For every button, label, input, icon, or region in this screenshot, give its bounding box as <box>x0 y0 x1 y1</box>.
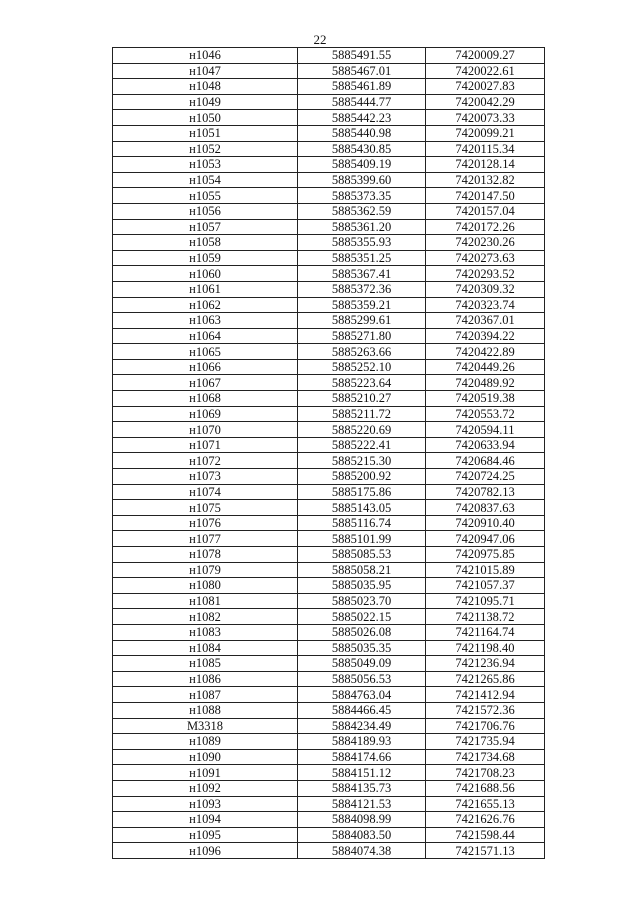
x-coordinate-cell: 5885175.86 <box>298 484 426 500</box>
table-row <box>113 219 545 235</box>
x-coordinate-cell: 5884189.93 <box>298 734 426 750</box>
y-coordinate-cell: 7420633.94 <box>426 437 545 453</box>
point-id-cell: н1077 <box>113 531 298 547</box>
x-coordinate-cell: 5885035.35 <box>298 640 426 656</box>
x-coordinate-cell: 5885211.72 <box>298 406 426 422</box>
table-row <box>113 203 545 219</box>
x-coordinate-cell: 5885491.55 <box>298 48 426 64</box>
y-coordinate-cell: 7420099.21 <box>426 125 545 141</box>
y-coordinate-cell: 7420309.32 <box>426 281 545 297</box>
point-id-cell: н1089 <box>113 734 298 750</box>
table-row <box>113 624 545 640</box>
table-row <box>113 250 545 266</box>
table-row <box>113 578 545 594</box>
y-coordinate-cell: 7421734.68 <box>426 749 545 765</box>
y-coordinate-cell: 7420147.50 <box>426 188 545 204</box>
point-id-cell: н1049 <box>113 94 298 110</box>
y-coordinate-cell: 7421688.56 <box>426 780 545 796</box>
x-coordinate-cell: 5885430.85 <box>298 141 426 157</box>
table-row <box>113 437 545 453</box>
point-id-cell: н1064 <box>113 328 298 344</box>
y-coordinate-cell: 7420422.89 <box>426 344 545 360</box>
x-coordinate-cell: 5885252.10 <box>298 359 426 375</box>
x-coordinate-cell: 5885444.77 <box>298 94 426 110</box>
table-row <box>113 281 545 297</box>
x-coordinate-cell: 5885461.89 <box>298 79 426 95</box>
x-coordinate-cell: 5884083.50 <box>298 827 426 843</box>
table-row <box>113 422 545 438</box>
table-row <box>113 671 545 687</box>
x-coordinate-cell: 5885056.53 <box>298 671 426 687</box>
table-row <box>113 297 545 313</box>
point-id-cell: М3318 <box>113 718 298 734</box>
x-coordinate-cell: 5885223.64 <box>298 375 426 391</box>
x-coordinate-cell: 5885058.21 <box>298 562 426 578</box>
y-coordinate-cell: 7421198.40 <box>426 640 545 656</box>
table-row <box>113 656 545 672</box>
x-coordinate-cell: 5885359.21 <box>298 297 426 313</box>
table-row <box>113 235 545 251</box>
y-coordinate-cell: 7420975.85 <box>426 547 545 563</box>
point-id-cell: н1069 <box>113 406 298 422</box>
point-id-cell: н1093 <box>113 796 298 812</box>
x-coordinate-cell: 5885035.95 <box>298 578 426 594</box>
x-coordinate-cell: 5885467.01 <box>298 63 426 79</box>
y-coordinate-cell: 7421735.94 <box>426 734 545 750</box>
table-row <box>113 172 545 188</box>
table-row <box>113 796 545 812</box>
point-id-cell: н1078 <box>113 547 298 563</box>
x-coordinate-cell: 5885210.27 <box>298 391 426 407</box>
y-coordinate-cell: 7420323.74 <box>426 297 545 313</box>
x-coordinate-cell: 5885222.41 <box>298 437 426 453</box>
table-row <box>113 359 545 375</box>
y-coordinate-cell: 7420009.27 <box>426 48 545 64</box>
y-coordinate-cell: 7420837.63 <box>426 500 545 516</box>
x-coordinate-cell: 5884151.12 <box>298 765 426 781</box>
y-coordinate-cell: 7421164.74 <box>426 624 545 640</box>
y-coordinate-cell: 7420724.25 <box>426 469 545 485</box>
point-id-cell: н1059 <box>113 250 298 266</box>
y-coordinate-cell: 7420230.26 <box>426 235 545 251</box>
y-coordinate-cell: 7421057.37 <box>426 578 545 594</box>
point-id-cell: н1056 <box>113 203 298 219</box>
point-id-cell: н1057 <box>113 219 298 235</box>
table-row <box>113 469 545 485</box>
x-coordinate-cell: 5884174.66 <box>298 749 426 765</box>
x-coordinate-cell: 5885399.60 <box>298 172 426 188</box>
table-row <box>113 125 545 141</box>
y-coordinate-cell: 7420027.83 <box>426 79 545 95</box>
point-id-cell: н1074 <box>113 484 298 500</box>
x-coordinate-cell: 5885023.70 <box>298 593 426 609</box>
table-row <box>113 515 545 531</box>
table-row <box>113 344 545 360</box>
table-row <box>113 500 545 516</box>
table-row <box>113 484 545 500</box>
table-row <box>113 687 545 703</box>
table-row <box>113 640 545 656</box>
x-coordinate-cell: 5885022.15 <box>298 609 426 625</box>
point-id-cell: н1054 <box>113 172 298 188</box>
table-row <box>113 827 545 843</box>
x-coordinate-cell: 5884121.53 <box>298 796 426 812</box>
y-coordinate-cell: 7420947.06 <box>426 531 545 547</box>
point-id-cell: н1073 <box>113 469 298 485</box>
y-coordinate-cell: 7420172.26 <box>426 219 545 235</box>
x-coordinate-cell: 5885362.59 <box>298 203 426 219</box>
table-row <box>113 562 545 578</box>
point-id-cell: н1085 <box>113 656 298 672</box>
point-id-cell: н1087 <box>113 687 298 703</box>
table-row <box>113 79 545 95</box>
table-row <box>113 734 545 750</box>
point-id-cell: н1066 <box>113 359 298 375</box>
table-row <box>113 702 545 718</box>
table-row <box>113 531 545 547</box>
x-coordinate-cell: 5885220.69 <box>298 422 426 438</box>
y-coordinate-cell: 7420367.01 <box>426 313 545 329</box>
y-coordinate-cell: 7421095.71 <box>426 593 545 609</box>
y-coordinate-cell: 7420394.22 <box>426 328 545 344</box>
point-id-cell: н1055 <box>113 188 298 204</box>
x-coordinate-cell: 5885271.80 <box>298 328 426 344</box>
y-coordinate-cell: 7420073.33 <box>426 110 545 126</box>
point-id-cell: н1083 <box>113 624 298 640</box>
y-coordinate-cell: 7420910.40 <box>426 515 545 531</box>
coordinates-table <box>112 47 545 859</box>
point-id-cell: н1071 <box>113 437 298 453</box>
y-coordinate-cell: 7421138.72 <box>426 609 545 625</box>
y-coordinate-cell: 7421655.13 <box>426 796 545 812</box>
point-id-cell: н1058 <box>113 235 298 251</box>
table-row <box>113 406 545 422</box>
point-id-cell: н1050 <box>113 110 298 126</box>
table-row <box>113 453 545 469</box>
point-id-cell: н1080 <box>113 578 298 594</box>
y-coordinate-cell: 7420449.26 <box>426 359 545 375</box>
page-number: 22 <box>313 32 327 47</box>
y-coordinate-cell: 7420684.46 <box>426 453 545 469</box>
point-id-cell: н1094 <box>113 812 298 828</box>
point-id-cell: н1052 <box>113 141 298 157</box>
x-coordinate-cell: 5884074.38 <box>298 843 426 859</box>
table-row <box>113 593 545 609</box>
table-row <box>113 547 545 563</box>
table-row <box>113 749 545 765</box>
point-id-cell: н1068 <box>113 391 298 407</box>
table-row <box>113 843 545 859</box>
table-row <box>113 780 545 796</box>
y-coordinate-cell: 7421015.89 <box>426 562 545 578</box>
y-coordinate-cell: 7421412.94 <box>426 687 545 703</box>
x-coordinate-cell: 5885101.99 <box>298 531 426 547</box>
table-row <box>113 812 545 828</box>
table-row <box>113 266 545 282</box>
x-coordinate-cell: 5885299.61 <box>298 313 426 329</box>
x-coordinate-cell: 5885085.53 <box>298 547 426 563</box>
point-id-cell: н1070 <box>113 422 298 438</box>
table-row <box>113 313 545 329</box>
table-row <box>113 188 545 204</box>
y-coordinate-cell: 7421598.44 <box>426 827 545 843</box>
y-coordinate-cell: 7420115.34 <box>426 141 545 157</box>
point-id-cell: н1082 <box>113 609 298 625</box>
x-coordinate-cell: 5884098.99 <box>298 812 426 828</box>
table-row <box>113 391 545 407</box>
table-row <box>113 63 545 79</box>
point-id-cell: н1065 <box>113 344 298 360</box>
point-id-cell: н1051 <box>113 125 298 141</box>
y-coordinate-cell: 7421626.76 <box>426 812 545 828</box>
table-row <box>113 765 545 781</box>
x-coordinate-cell: 5885026.08 <box>298 624 426 640</box>
x-coordinate-cell: 5885409.19 <box>298 157 426 173</box>
x-coordinate-cell: 5885263.66 <box>298 344 426 360</box>
x-coordinate-cell: 5884763.04 <box>298 687 426 703</box>
table-row <box>113 48 545 64</box>
x-coordinate-cell: 5885373.35 <box>298 188 426 204</box>
table-row <box>113 157 545 173</box>
point-id-cell: н1086 <box>113 671 298 687</box>
y-coordinate-cell: 7420293.52 <box>426 266 545 282</box>
point-id-cell: н1047 <box>113 63 298 79</box>
x-coordinate-cell: 5885215.30 <box>298 453 426 469</box>
point-id-cell: н1061 <box>113 281 298 297</box>
table-row <box>113 609 545 625</box>
point-id-cell: н1062 <box>113 297 298 313</box>
table-row <box>113 94 545 110</box>
y-coordinate-cell: 7421572.36 <box>426 702 545 718</box>
point-id-cell: н1048 <box>113 79 298 95</box>
y-coordinate-cell: 7420157.04 <box>426 203 545 219</box>
point-id-cell: н1096 <box>113 843 298 859</box>
table-row <box>113 110 545 126</box>
y-coordinate-cell: 7421708.23 <box>426 765 545 781</box>
coordinates-table-body <box>113 48 545 859</box>
point-id-cell: н1084 <box>113 640 298 656</box>
y-coordinate-cell: 7420132.82 <box>426 172 545 188</box>
x-coordinate-cell: 5884466.45 <box>298 702 426 718</box>
point-id-cell: н1067 <box>113 375 298 391</box>
y-coordinate-cell: 7420022.61 <box>426 63 545 79</box>
point-id-cell: н1090 <box>113 749 298 765</box>
point-id-cell: н1092 <box>113 780 298 796</box>
point-id-cell: н1060 <box>113 266 298 282</box>
point-id-cell: н1075 <box>113 500 298 516</box>
y-coordinate-cell: 7420273.63 <box>426 250 545 266</box>
y-coordinate-cell: 7420489.92 <box>426 375 545 391</box>
y-coordinate-cell: 7421706.76 <box>426 718 545 734</box>
point-id-cell: н1091 <box>113 765 298 781</box>
point-id-cell: н1081 <box>113 593 298 609</box>
x-coordinate-cell: 5885355.93 <box>298 235 426 251</box>
y-coordinate-cell: 7420128.14 <box>426 157 545 173</box>
y-coordinate-cell: 7420519.38 <box>426 391 545 407</box>
point-id-cell: н1095 <box>113 827 298 843</box>
x-coordinate-cell: 5885367.41 <box>298 266 426 282</box>
x-coordinate-cell: 5885049.09 <box>298 656 426 672</box>
y-coordinate-cell: 7420042.29 <box>426 94 545 110</box>
x-coordinate-cell: 5885442.23 <box>298 110 426 126</box>
point-id-cell: н1063 <box>113 313 298 329</box>
x-coordinate-cell: 5884234.49 <box>298 718 426 734</box>
table-row <box>113 328 545 344</box>
y-coordinate-cell: 7420594.11 <box>426 422 545 438</box>
point-id-cell: н1088 <box>113 702 298 718</box>
y-coordinate-cell: 7421236.94 <box>426 656 545 672</box>
point-id-cell: н1076 <box>113 515 298 531</box>
x-coordinate-cell: 5884135.73 <box>298 780 426 796</box>
y-coordinate-cell: 7420553.72 <box>426 406 545 422</box>
point-id-cell: н1072 <box>113 453 298 469</box>
x-coordinate-cell: 5885200.92 <box>298 469 426 485</box>
table-row <box>113 141 545 157</box>
point-id-cell: н1079 <box>113 562 298 578</box>
y-coordinate-cell: 7420782.13 <box>426 484 545 500</box>
table-row <box>113 375 545 391</box>
y-coordinate-cell: 7421571.13 <box>426 843 545 859</box>
y-coordinate-cell: 7421265.86 <box>426 671 545 687</box>
table-row <box>113 718 545 734</box>
x-coordinate-cell: 5885440.98 <box>298 125 426 141</box>
x-coordinate-cell: 5885351.25 <box>298 250 426 266</box>
point-id-cell: н1046 <box>113 48 298 64</box>
point-id-cell: н1053 <box>113 157 298 173</box>
x-coordinate-cell: 5885143.05 <box>298 500 426 516</box>
x-coordinate-cell: 5885372.36 <box>298 281 426 297</box>
x-coordinate-cell: 5885116.74 <box>298 515 426 531</box>
x-coordinate-cell: 5885361.20 <box>298 219 426 235</box>
